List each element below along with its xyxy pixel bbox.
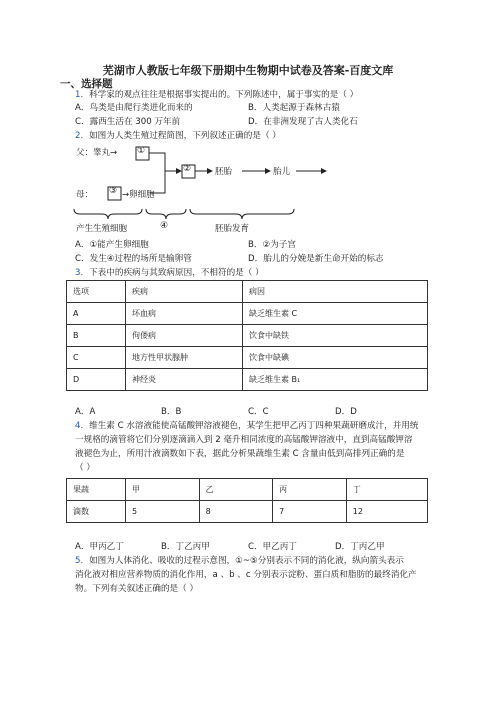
header-cell: 病因: [243, 281, 428, 303]
table-cell: A: [67, 303, 126, 325]
table-cell: 5: [126, 501, 200, 523]
option-d: D．在非洲发现了古人类化石: [248, 117, 358, 127]
option-d: D．丁丙乙甲: [335, 542, 385, 552]
option-a: A．①能产生卵细胞: [75, 240, 149, 250]
header-cell: 果蔬: [67, 479, 126, 501]
table-header-row: [67, 479, 428, 501]
table-cell: 12: [346, 501, 427, 523]
option-a: A．A: [75, 407, 96, 417]
question-text: 如图为人类生殖过程简图，下列叙述正确的是（ ）: [89, 131, 281, 141]
table-cell: 7: [273, 501, 347, 523]
produce-gametes-label: 产生生殖细胞: [76, 224, 128, 234]
mother-label: 母：: [76, 190, 94, 200]
option-c: C．甲乙丙丁: [248, 542, 297, 552]
father-label: 父：睾丸→: [76, 148, 118, 158]
option-c: C．C: [248, 407, 269, 417]
header-cell: 疾病: [126, 281, 243, 303]
embryo-label: 胚胎: [215, 167, 233, 177]
question-number: 2．: [75, 131, 90, 141]
question-text-line: 液褪色为止，所用汁液滴数如下表，据此分析果蔬维生素 C 含量由低到高排列正确的是: [75, 449, 405, 459]
reproduction-diagram: [70, 143, 460, 235]
question-number: 1．: [75, 90, 90, 100]
question-4: [75, 419, 419, 431]
table-cell: 饮食中缺铁: [243, 325, 428, 347]
question-number: 5．: [75, 556, 90, 566]
question-3: [75, 266, 264, 278]
question-text-line: 一规格的滴管将它们分别逐滴滴入到 2 毫升相同浓度的高锰酸钾溶液中，直到高锰酸钾溶: [75, 435, 413, 445]
table-cell: C: [67, 347, 126, 369]
circle-3: ③: [109, 186, 118, 196]
table-cell: 滴数: [67, 501, 126, 523]
option-b: B．B: [161, 407, 182, 417]
option-b: B．②为子宫: [248, 240, 296, 250]
table-cell: B: [67, 325, 126, 347]
option-a: A．鸟类是由爬行类进化而来的: [75, 103, 193, 113]
question-5: [75, 554, 404, 566]
option-c: C．发生④过程的场所是输卵管: [75, 254, 192, 264]
table-cell: 佝偻病: [126, 325, 243, 347]
table-cell: D: [67, 369, 126, 391]
table-cell: 坏血病: [126, 303, 243, 325]
option-d: D．胎儿的分娩是新生命开始的标志: [248, 254, 384, 264]
header-cell: 丁: [346, 479, 427, 501]
header-cell: 乙: [199, 479, 273, 501]
table-cell: 神经炎: [126, 369, 243, 391]
table-row: [67, 303, 428, 325]
egg-label: →卵细胞: [122, 190, 155, 200]
question-text-line: 维生素 C 水溶液能使高锰酸钾溶液褪色，某学生把甲乙丙丁四种果蔬研磨成汁，并用统: [89, 421, 419, 431]
question-text-line: （ ）: [75, 463, 95, 473]
fetus-label: 胎儿: [273, 167, 291, 177]
table-header-row: [67, 281, 428, 303]
option-b: B．丁乙丙甲: [161, 542, 210, 552]
header-cell: 选项: [67, 281, 126, 303]
table-row: [67, 501, 428, 523]
fruit-table: [66, 478, 428, 523]
document-title: 芜湖市人教版七年级下册期中生物期中试卷及答案-百度文库: [102, 64, 394, 77]
table-row: [67, 369, 428, 391]
question-number: 4．: [75, 421, 90, 431]
embryo-development-label: 胚胎发育: [215, 224, 250, 234]
circle-1: ①: [137, 146, 146, 156]
option-a: A．甲丙乙丁: [75, 542, 124, 552]
question-text-line: 消化液对相应营养物质的消化作用，a 、b 、c 分别表示淀粉、蛋白质和脂肪的最终消化产: [75, 570, 417, 580]
table-cell: 缺乏维生素 C: [243, 303, 428, 325]
circle-2: ②: [183, 164, 192, 174]
table-cell: 缺乏维生素 B₁: [243, 369, 428, 391]
option-b: B．人类起源于森林古猿: [248, 103, 340, 113]
table-cell: 8: [199, 501, 273, 523]
header-cell: 丙: [273, 479, 347, 501]
question-1: [75, 88, 358, 100]
question-text: 科学家的观点往往是根据事实提出的。下列陈述中，属于事实的是（ ）: [89, 90, 359, 100]
circle-4: ④: [160, 221, 169, 231]
question-text-line: 物。下列有关叙述正确的是（ ）: [75, 584, 199, 594]
header-cell: 甲: [126, 479, 200, 501]
question-2: [75, 129, 281, 141]
option-d: D．D: [335, 407, 357, 417]
table-cell: 饮食中缺碘: [243, 347, 428, 369]
question-text: 下表中的疾病与其致病原因，不相符的是（ ）: [89, 268, 264, 278]
question-number: 3．: [75, 268, 90, 278]
section-heading: 一、选择题: [60, 78, 113, 90]
table-row: [67, 325, 428, 347]
table-cell: 地方性甲状腺肿: [126, 347, 243, 369]
question-text-line: 如图为人体消化、吸收的过程示意图，①~⑤分别表示不同的消化液，纵向箭头表示: [89, 556, 404, 566]
table-row: [67, 347, 428, 369]
disease-table: [66, 280, 428, 391]
option-c: C．露西生活在 300 万年前: [75, 117, 181, 127]
